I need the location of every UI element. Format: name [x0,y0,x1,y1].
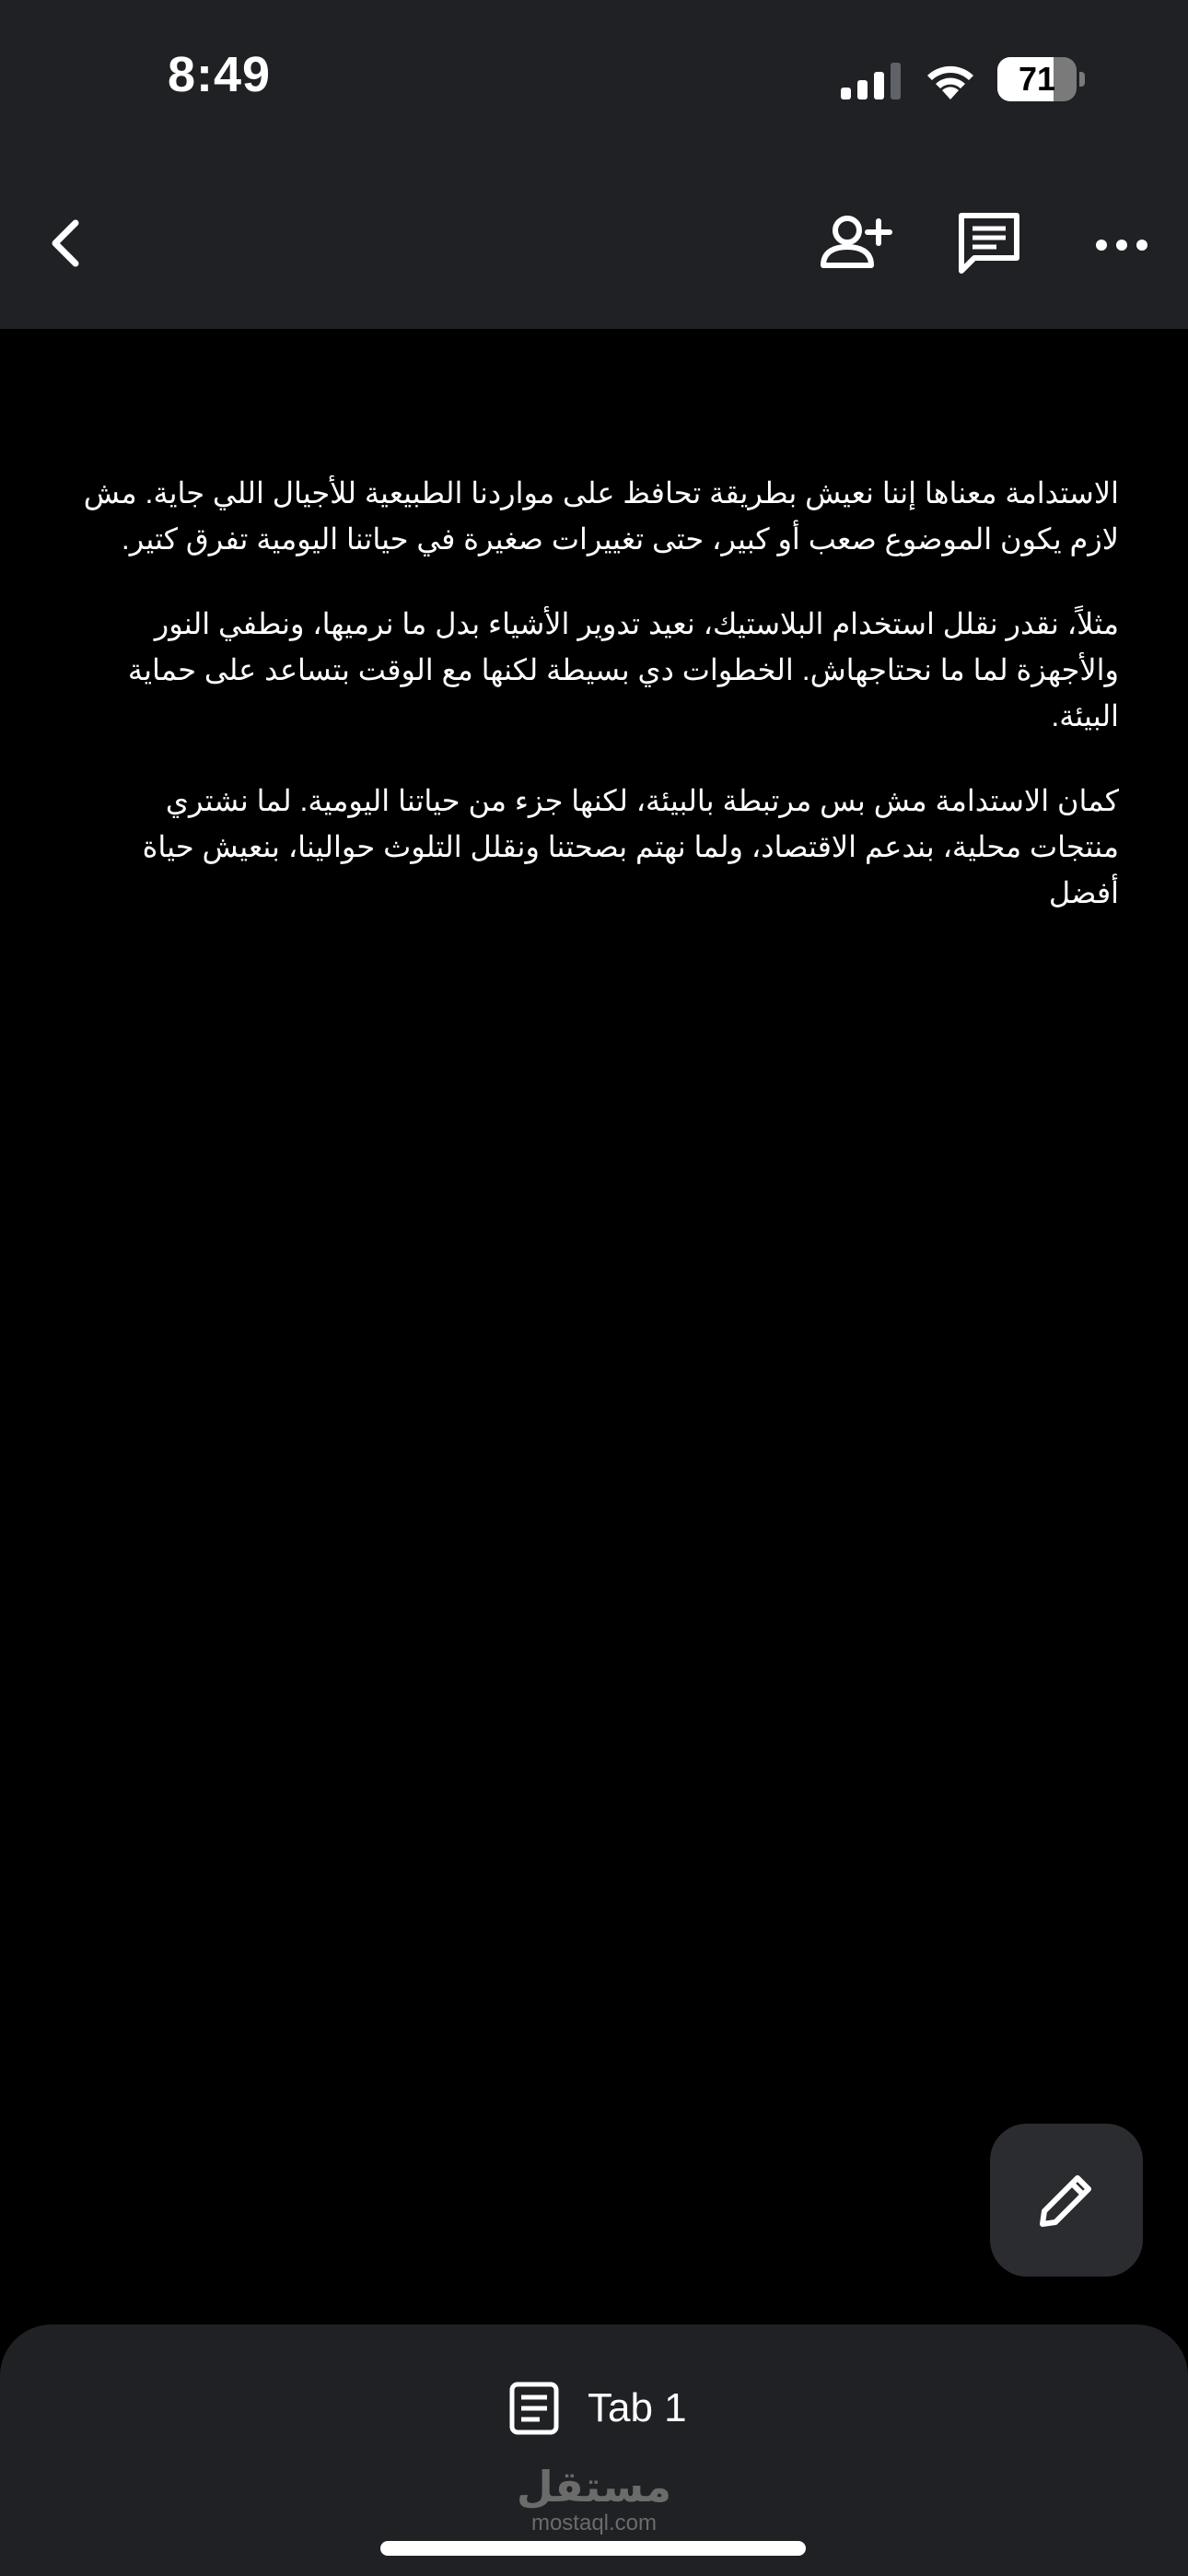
tab-label: Tab 1 [588,2385,687,2430]
pencil-icon [1030,2163,1103,2237]
more-horizontal-icon [1077,199,1166,287]
status-bar [0,0,1188,161]
paragraph-2[interactable]: مثلاً، نقدر نقلل استخدام البلاستيك، نعيد تدوير الأشياء بدل ما نرميها، ونطفي النور والأجهزة لما ما نحتاجهاش. الخطوات دي بسيطة لكنها مع الوقت بتساعد على حماية البيئة. [127,607,1119,732]
paragraph-1[interactable]: الاستدامة معناها إننا نعيش بطريقة تحافظ على مواردنا الطبيعية للأجيال اللي جاية. مش لازم يكون الموضوع صعب أو كبير، حتى تغييرات صغيرة في حياتنا اليومية تفرق كتير. [83,476,1119,556]
paragraph-3[interactable]: كمان الاستدامة مش بس مرتبطة بالبيئة، لكنها جزء من حياتنا اليومية. لما نشتري منتجات محلية، بندعم الاقتصاد، ولما نهتم بصحتنا ونقلل التلوث حوالينا، بنعيش حياة أفضل [142,784,1119,909]
watermark-latin: mostaql.com [530,2511,658,2535]
watermark-arabic: مستقل [516,2462,672,2512]
document-toolbar [0,193,1188,295]
battery-body [997,57,1077,101]
share-button[interactable] [810,199,899,287]
battery-indicator [997,57,1086,101]
person-add-icon [810,199,899,287]
bottom-tab-sheet [0,2324,1188,2576]
document-icon [507,2381,562,2436]
home-indicator[interactable] [380,2541,806,2556]
tab-1[interactable] [507,2376,687,2441]
document-body[interactable] [83,470,1119,954]
comments-button[interactable] [945,199,1033,287]
cellular-signal-icon [841,63,902,100]
battery-level: 71 [1018,60,1056,98]
comment-icon [945,199,1033,287]
more-options-button[interactable] [1077,199,1166,287]
back-button[interactable] [22,199,111,287]
edit-button[interactable] [990,2124,1143,2277]
chevron-left-icon [22,199,111,287]
top-app-area [0,0,1188,329]
battery-cap [1079,72,1085,87]
watermark-logo [516,2463,672,2536]
status-time: 8:49 [168,47,272,102]
wifi-icon [924,59,977,100]
